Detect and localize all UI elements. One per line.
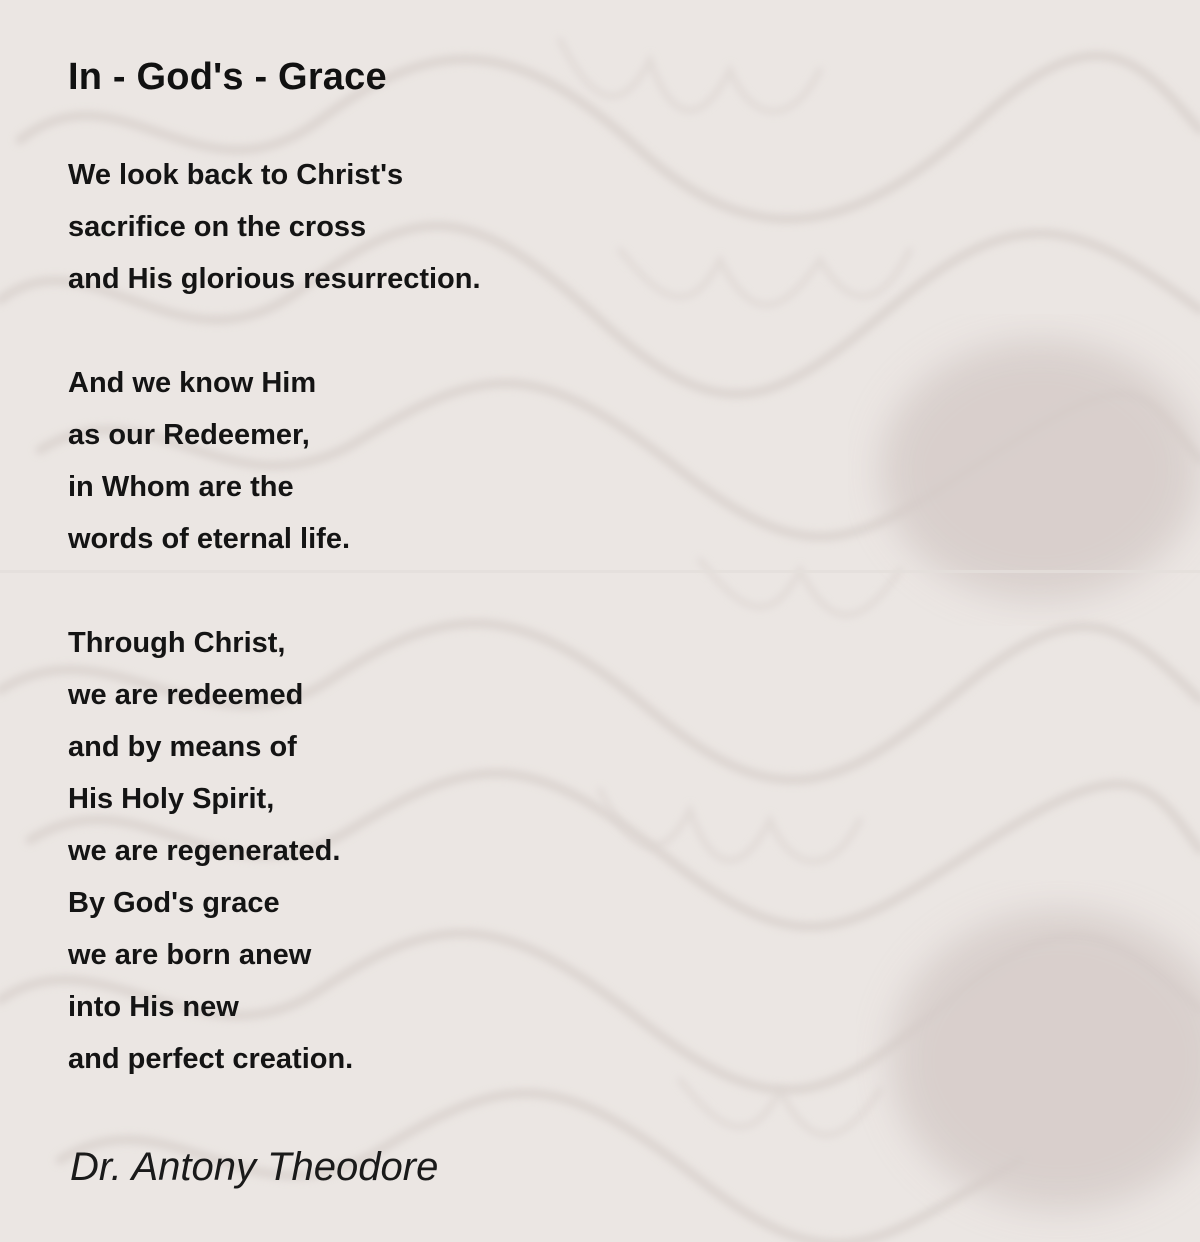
poem-line: and His glorious resurrection. xyxy=(68,263,481,295)
poem-line: His Holy Spirit, xyxy=(68,783,275,815)
poem-line: Through Christ, xyxy=(68,627,286,659)
poem-line: and perfect creation. xyxy=(68,1043,354,1075)
poem-line: We look back to Christ's xyxy=(68,159,404,191)
stanza-1 xyxy=(68,149,868,305)
stanza-3 xyxy=(68,617,868,1085)
poem-line: sacrifice on the cross xyxy=(68,211,367,243)
stanza-2 xyxy=(68,357,868,565)
poem-line: as our Redeemer, xyxy=(68,419,310,451)
poem-line: By God's grace xyxy=(68,887,280,919)
poem-line: we are born anew xyxy=(68,939,312,971)
poem-line: And we know Him xyxy=(68,367,317,399)
poem-line: and by means of xyxy=(68,731,297,763)
poem-line: into His new xyxy=(68,991,239,1023)
poem-line: we are redeemed xyxy=(68,679,304,711)
poem-line: words of eternal life. xyxy=(68,523,350,555)
poem-line: we are regenerated. xyxy=(68,835,341,867)
poem-author: Dr. Antony Theodore xyxy=(70,1145,439,1189)
poem-line: in Whom are the xyxy=(68,471,294,503)
poem-title: In - God's - Grace xyxy=(68,56,387,98)
poem-body xyxy=(68,149,868,1137)
